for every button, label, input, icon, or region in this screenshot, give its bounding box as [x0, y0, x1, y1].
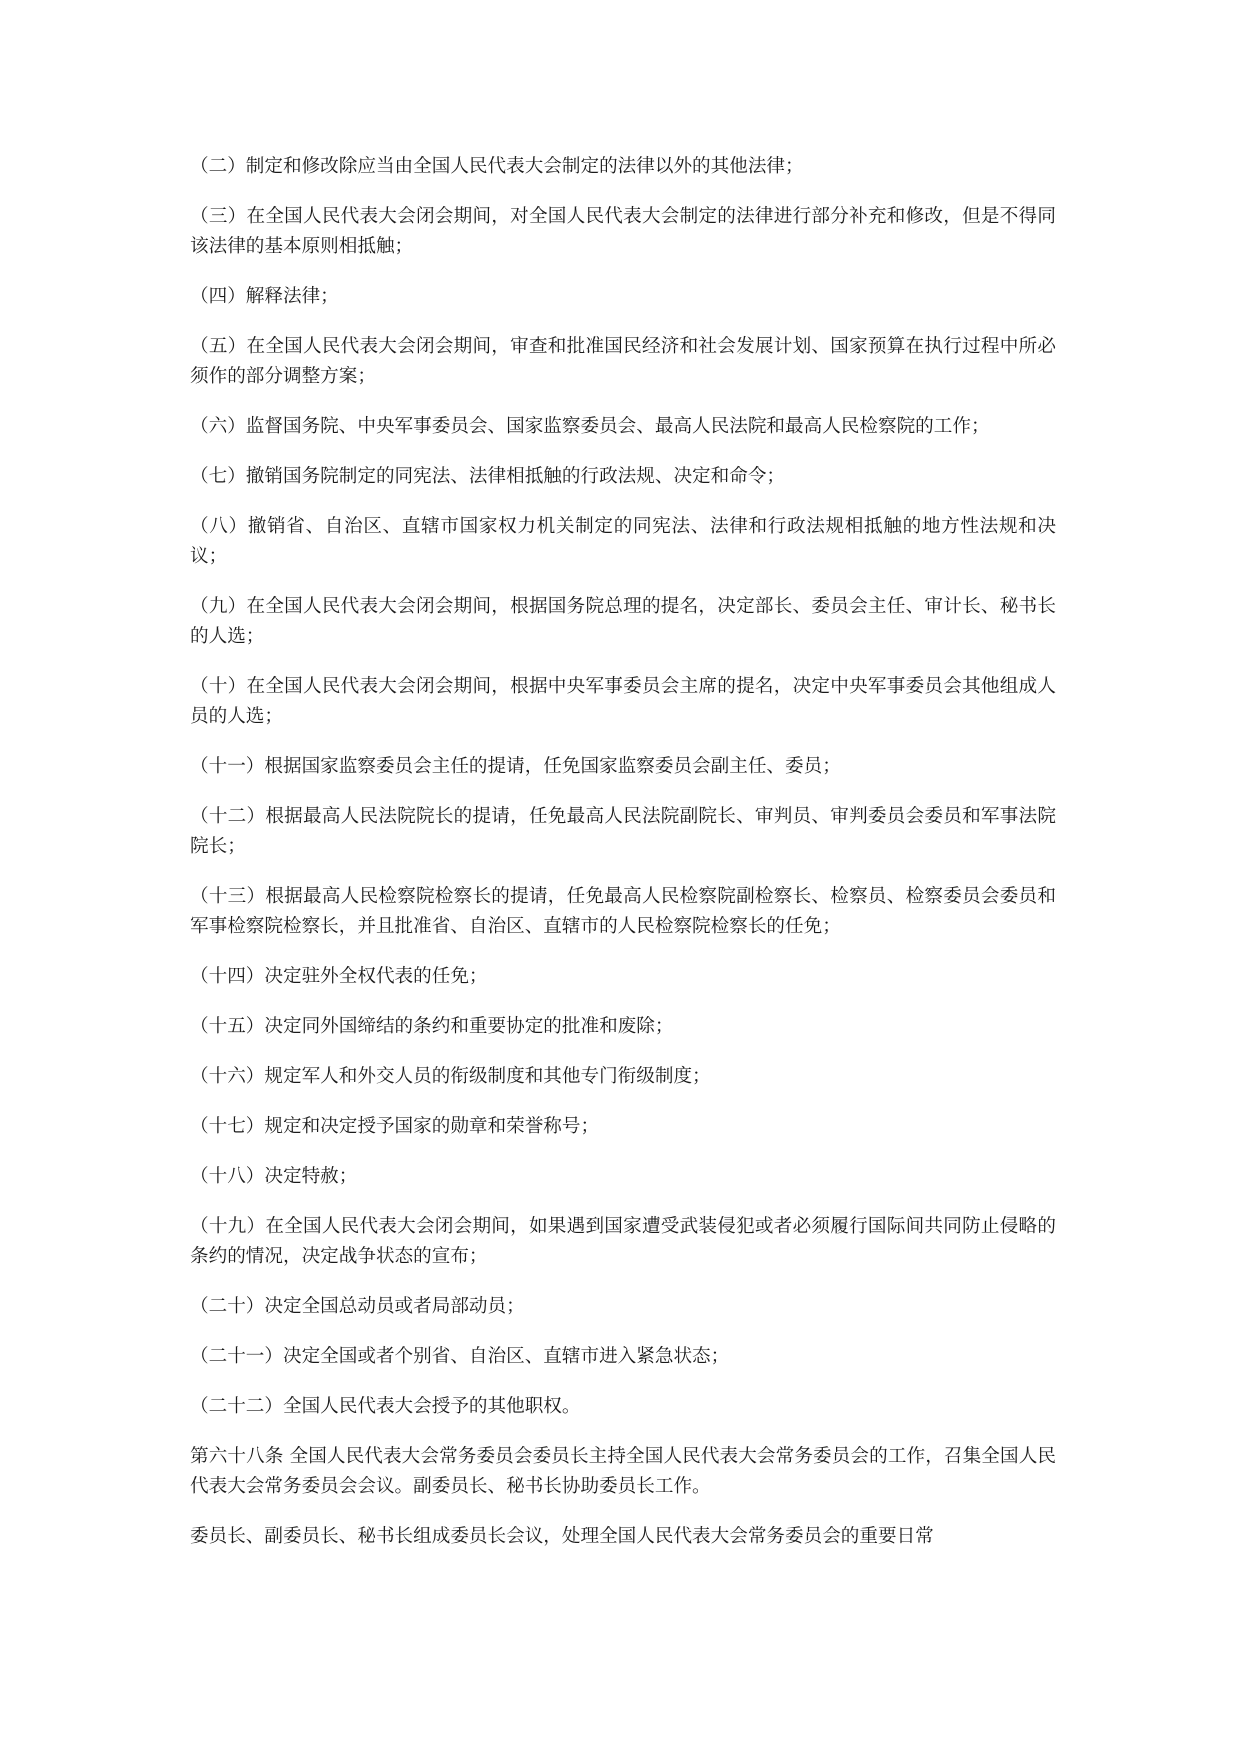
paragraph-item-3: （三）在全国人民代表大会闭会期间，对全国人民代表大会制定的法律进行部分补充和修改，但是不得同该法律的基本原则相抵触； [190, 206, 1056, 257]
paragraph-item-17: （十七）规定和决定授予国家的勋章和荣誉称号； [190, 1116, 600, 1137]
paragraph-item-18: （十八）决定特赦； [190, 1166, 358, 1187]
paragraph-item-10: （十）在全国人民代表大会闭会期间，根据中央军事委员会主席的提名，决定中央军事委员会其他组成人员的人选； [190, 676, 1056, 727]
paragraph-item-12: （十二）根据最高人民法院院长的提请，任免最高人民法院副院长、审判员、审判委员会委员和军事法院院长； [190, 806, 1056, 857]
paragraph-item-5: （五）在全国人民代表大会闭会期间，审查和批准国民经济和社会发展计划、国家预算在执行过程中所必须作的部分调整方案； [190, 336, 1056, 387]
paragraph-item-6: （六）监督国务院、中央军事委员会、国家监察委员会、最高人民法院和最高人民检察院的工作； [190, 416, 990, 437]
paragraph-item-11: （十一）根据国家监察委员会主任的提请，任免国家监察委员会副主任、委员； [190, 756, 841, 777]
paragraph-item-7: （七）撤销国务院制定的同宪法、法律相抵触的行政法规、决定和命令； [190, 466, 786, 487]
paragraph-item-21: （二十一）决定全国或者个别省、自治区、直辖市进入紧急状态； [190, 1346, 730, 1367]
article-68-paragraph: 第六十八条 全国人民代表大会常务委员会委员长主持全国人民代表大会常务委员会的工作，召集全国人民代表大会常务委员会会议。副委员长、秘书长协助委员长工作。 [190, 1446, 1056, 1497]
document-body [190, 152, 1056, 1572]
paragraph-item-9: （九）在全国人民代表大会闭会期间，根据国务院总理的提名，决定部长、委员会主任、审计长、秘书长的人选； [190, 596, 1056, 647]
paragraph-item-20: （二十）决定全国总动员或者局部动员； [190, 1296, 525, 1317]
paragraph-item-16: （十六）规定军人和外交人员的衔级制度和其他专门衔级制度； [190, 1066, 711, 1087]
paragraph-item-15: （十五）决定同外国缔结的条约和重要协定的批准和废除； [190, 1016, 674, 1037]
paragraph-item-2: （二）制定和修改除应当由全国人民代表大会制定的法律以外的其他法律； [190, 156, 804, 177]
paragraph-item-19: （十九）在全国人民代表大会闭会期间，如果遇到国家遭受武装侵犯或者必须履行国际间共同防止侵略的条约的情况，决定战争状态的宣布； [190, 1216, 1056, 1267]
paragraph-item-22: （二十二）全国人民代表大会授予的其他职权。 [190, 1396, 581, 1417]
paragraph-item-14: （十四）决定驻外全权代表的任免； [190, 966, 488, 987]
article-68-continuation-paragraph: 委员长、副委员长、秘书长组成委员长会议，处理全国人民代表大会常务委员会的重要日常 [190, 1526, 934, 1547]
paragraph-item-4: （四）解释法律； [190, 286, 339, 307]
paragraph-item-8: （八）撤销省、自治区、直辖市国家权力机关制定的同宪法、法律和行政法规相抵触的地方性法规和决议； [190, 516, 1056, 567]
paragraph-item-13: （十三）根据最高人民检察院检察长的提请，任免最高人民检察院副检察长、检察员、检察委员会委员和军事检察院检察长，并且批准省、自治区、直辖市的人民检察院检察长的任免； [190, 886, 1056, 937]
